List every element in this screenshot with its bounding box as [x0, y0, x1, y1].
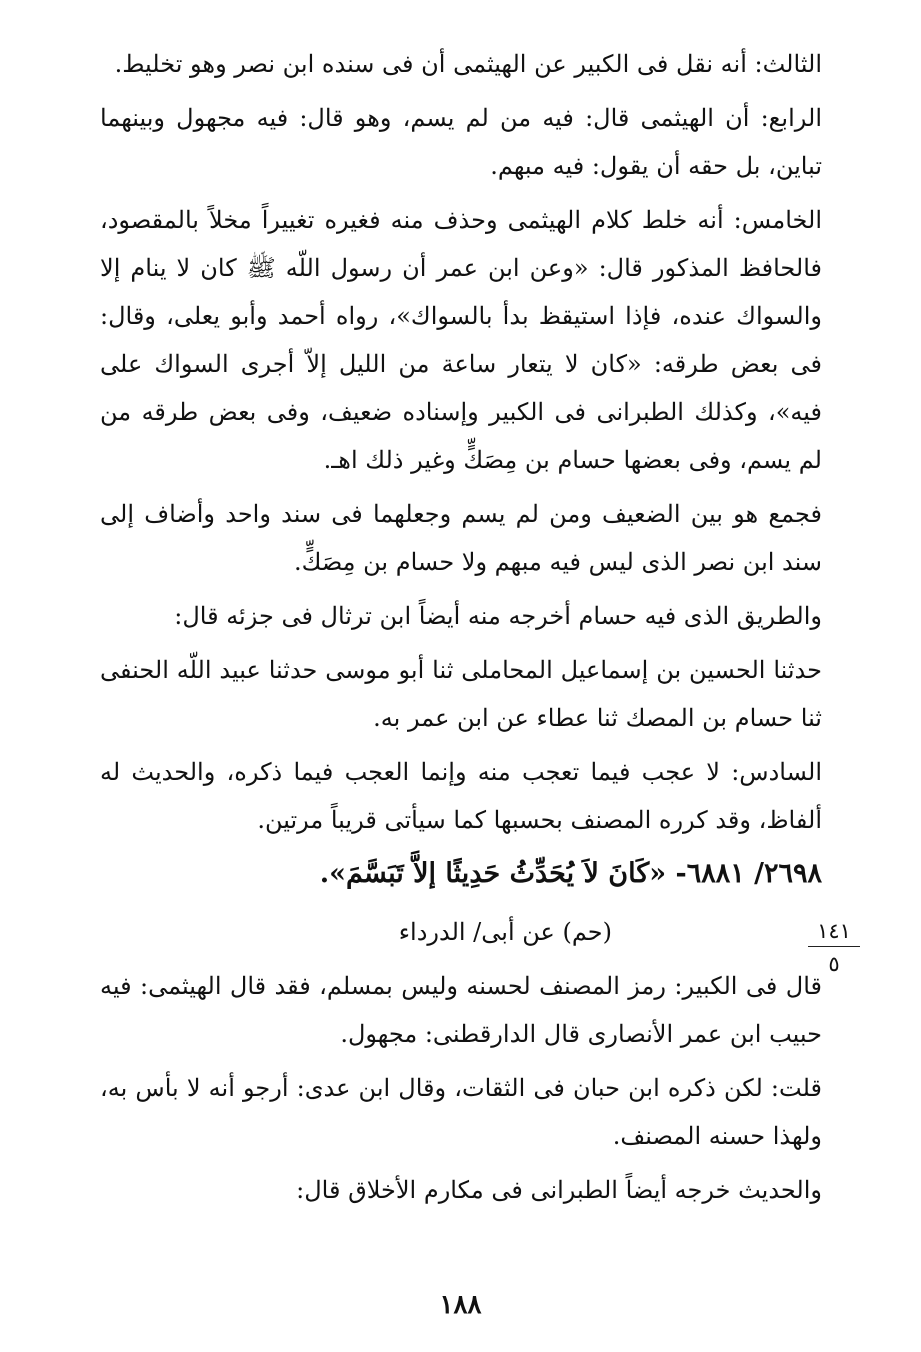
paragraph-qultu: قلت: لكن ذكره ابن حبان فى الثقات، وقال ابن عدى: أرجو أنه لا بأس به، ولهذا حسنه المصنف.	[100, 1074, 822, 1150]
hadith-source: (حم) عن أبى/ الدرداء	[398, 918, 612, 946]
paragraph-chain: حدثنا الحسين بن إسماعيل المحاملى ثنا أبو موسى حدثنا عبيد اللّه الحنفى ثنا حسام بن المصك ثنا عطاء عن ابن عمر به.	[100, 656, 822, 732]
hadith-heading: ٢٦٩٨/ ٦٨٨١- «كَانَ لاَ يُحَدِّثُ حَدِيثًا إلاَّ تَبَسَّمَ».	[319, 858, 822, 889]
paragraph-kabir: قال فى الكبير: رمز المصنف لحسنه وليس بمسلم، فقد قال الهيثمى: فيه حبيب ابن عمر الأنصارى قال الدارقطنى: مجهول.	[100, 972, 822, 1048]
margin-note-bottom: ٥	[828, 952, 840, 976]
page-number: ١٨٨	[439, 1290, 482, 1320]
paragraph-sixth: السادس: لا عجب فيما تعجب منه وإنما العجب فيما ذكره، والحديث له ألفاظ، وقد كرره المصنف بحسبها كما سيأتى قريباً مرتين.	[100, 758, 822, 834]
page-body	[100, 40, 822, 1220]
paragraph-third: الثالث: أنه نقل فى الكبير عن الهيثمى أن فى سنده ابن نصر وهو تخليط.	[114, 50, 822, 78]
paragraph-route: والطريق الذى فيه حسام أخرجه منه أيضاً ابن ترثال فى جزئه قال:	[174, 602, 822, 630]
paragraph-fourth: الرابع: أن الهيثمى قال: فيه من لم يسم، وهو قال: فيه مجهول وبينهما تباين، بل حقه أن يقول: فيه مبهم.	[100, 104, 822, 180]
margin-note-top: ١٤١	[808, 918, 860, 947]
paragraph-fifth: الخامس: أنه خلط كلام الهيثمى وحذف منه فغيره تغييراً مخلاً بالمقصود، فالحافظ المذكور قال: «وعن ابن عمر أن رسول اللّه ﷺ كان لا ينام إلا والسواك عنده، فإذا استيقظ بدأ بالسواك»، رواه أحمد وأبو يعلى، وقال: فى بعض طرقه: «كان لا يتعار ساعة من الليل إلاّ أجرى السواك على فيه»، وكذلك الطبرانى فى الكبير وإسناده ضعيف، وفى بعض طرقه من لم يسم، وفى بعضها حسام بن مِصَكٍّ وغير ذلك اهـ.	[100, 206, 822, 474]
paragraph-tabarani: والحديث خرجه أيضاً الطبرانى فى مكارم الأخلاق قال:	[296, 1176, 822, 1204]
margin-volume-reference	[808, 918, 860, 977]
paragraph-combined: فجمع هو بين الضعيف ومن لم يسم وجعلهما فى سند واحد وأضاف إلى سند ابن نصر الذى ليس فيه مبهم ولا حسام بن مِصَكٍّ.	[100, 500, 822, 576]
